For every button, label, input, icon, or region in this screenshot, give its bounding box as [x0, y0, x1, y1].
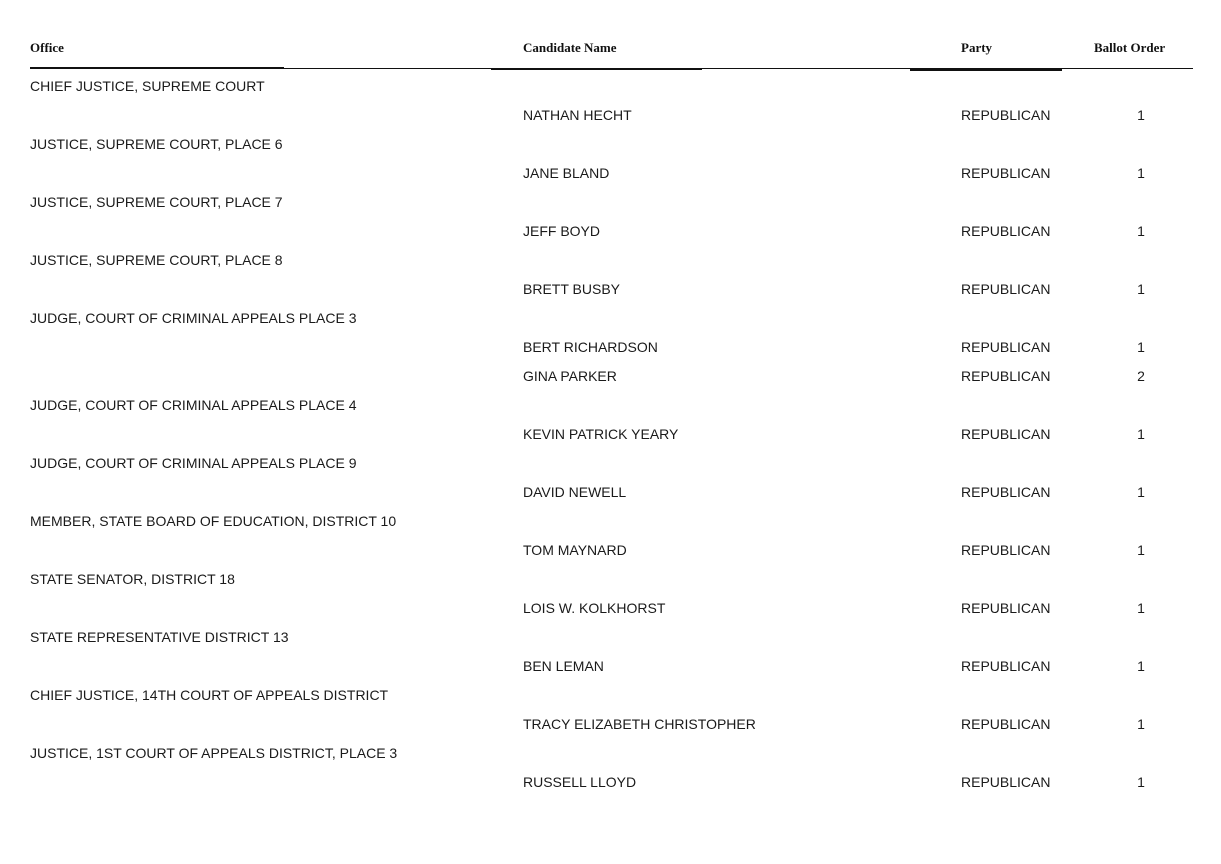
- ballot-order-value: 1: [1137, 426, 1145, 442]
- ballot-order-value: 1: [1137, 716, 1145, 732]
- candidate-party: REPUBLICAN: [961, 716, 1051, 732]
- header-underline-party: [910, 69, 1062, 71]
- office-title: JUSTICE, 1ST COURT OF APPEALS DISTRICT, PLACE 3: [30, 745, 398, 761]
- office-title: CHIEF JUSTICE, 14TH COURT OF APPEALS DISTRICT: [30, 687, 389, 703]
- candidate-name: RUSSELL LLOYD: [523, 774, 637, 790]
- office-column-header: Office: [30, 40, 64, 55]
- candidate-name: BERT RICHARDSON: [523, 339, 658, 355]
- office-title: CHIEF JUSTICE, SUPREME COURT: [30, 78, 265, 94]
- candidate-party: REPUBLICAN: [961, 774, 1051, 790]
- office-title: JUSTICE, SUPREME COURT, PLACE 8: [30, 252, 283, 268]
- office-title: JUDGE, COURT OF CRIMINAL APPEALS PLACE 3: [30, 310, 357, 326]
- candidate-name: LOIS W. KOLKHORST: [523, 600, 666, 616]
- candidate-party: REPUBLICAN: [961, 165, 1051, 181]
- office-title: JUSTICE, SUPREME COURT, PLACE 7: [30, 194, 283, 210]
- ballot-order-value: 2: [1137, 368, 1145, 384]
- header-underline-office: [30, 67, 284, 69]
- ballot-order-value: 1: [1137, 107, 1145, 123]
- candidate-party: REPUBLICAN: [961, 426, 1051, 442]
- ballot-order-value: 1: [1137, 658, 1145, 674]
- candidate-name: BEN LEMAN: [523, 658, 604, 674]
- candidate-party: REPUBLICAN: [961, 223, 1051, 239]
- ballot-order-value: 1: [1137, 339, 1145, 355]
- candidate-party: REPUBLICAN: [961, 107, 1051, 123]
- office-title: STATE REPRESENTATIVE DISTRICT 13: [30, 629, 289, 645]
- ballot-order-value: 1: [1137, 281, 1145, 297]
- ballot-order-value: 1: [1137, 600, 1145, 616]
- candidate-party: REPUBLICAN: [961, 281, 1051, 297]
- party-column-header: Party: [961, 40, 993, 55]
- office-title: MEMBER, STATE BOARD OF EDUCATION, DISTRICT 10: [30, 513, 397, 529]
- office-title: JUSTICE, SUPREME COURT, PLACE 6: [30, 136, 283, 152]
- office-title: STATE SENATOR, DISTRICT 18: [30, 571, 235, 587]
- office-title: JUDGE, COURT OF CRIMINAL APPEALS PLACE 4: [30, 397, 357, 413]
- candidate-column-header: Candidate Name: [523, 40, 617, 55]
- ballot-order-value: 1: [1137, 774, 1145, 790]
- candidate-party: REPUBLICAN: [961, 368, 1051, 384]
- ballot-order-value: 1: [1137, 484, 1145, 500]
- ballot-order-value: 1: [1137, 542, 1145, 558]
- ballot-order-value: 1: [1137, 165, 1145, 181]
- header-underline-candidate: [491, 68, 702, 70]
- office-title: JUDGE, COURT OF CRIMINAL APPEALS PLACE 9: [30, 455, 357, 471]
- candidate-name: JEFF BOYD: [523, 223, 601, 239]
- candidate-party: REPUBLICAN: [961, 658, 1051, 674]
- candidate-name: JANE BLAND: [523, 165, 610, 181]
- candidate-party: REPUBLICAN: [961, 484, 1051, 500]
- candidate-name: KEVIN PATRICK YEARY: [523, 426, 679, 442]
- ballot-order-value: 1: [1137, 223, 1145, 239]
- candidate-name: BRETT BUSBY: [523, 281, 620, 297]
- candidate-name: NATHAN HECHT: [523, 107, 632, 123]
- candidate-name: DAVID NEWELL: [523, 484, 627, 500]
- ballot-order-column-header: Ballot Order: [1094, 40, 1166, 55]
- candidate-party: REPUBLICAN: [961, 542, 1051, 558]
- candidate-name: TOM MAYNARD: [523, 542, 627, 558]
- candidate-party: REPUBLICAN: [961, 600, 1051, 616]
- candidate-party: REPUBLICAN: [961, 339, 1051, 355]
- candidate-name: TRACY ELIZABETH CHRISTOPHER: [523, 716, 756, 732]
- candidate-name: GINA PARKER: [523, 368, 617, 384]
